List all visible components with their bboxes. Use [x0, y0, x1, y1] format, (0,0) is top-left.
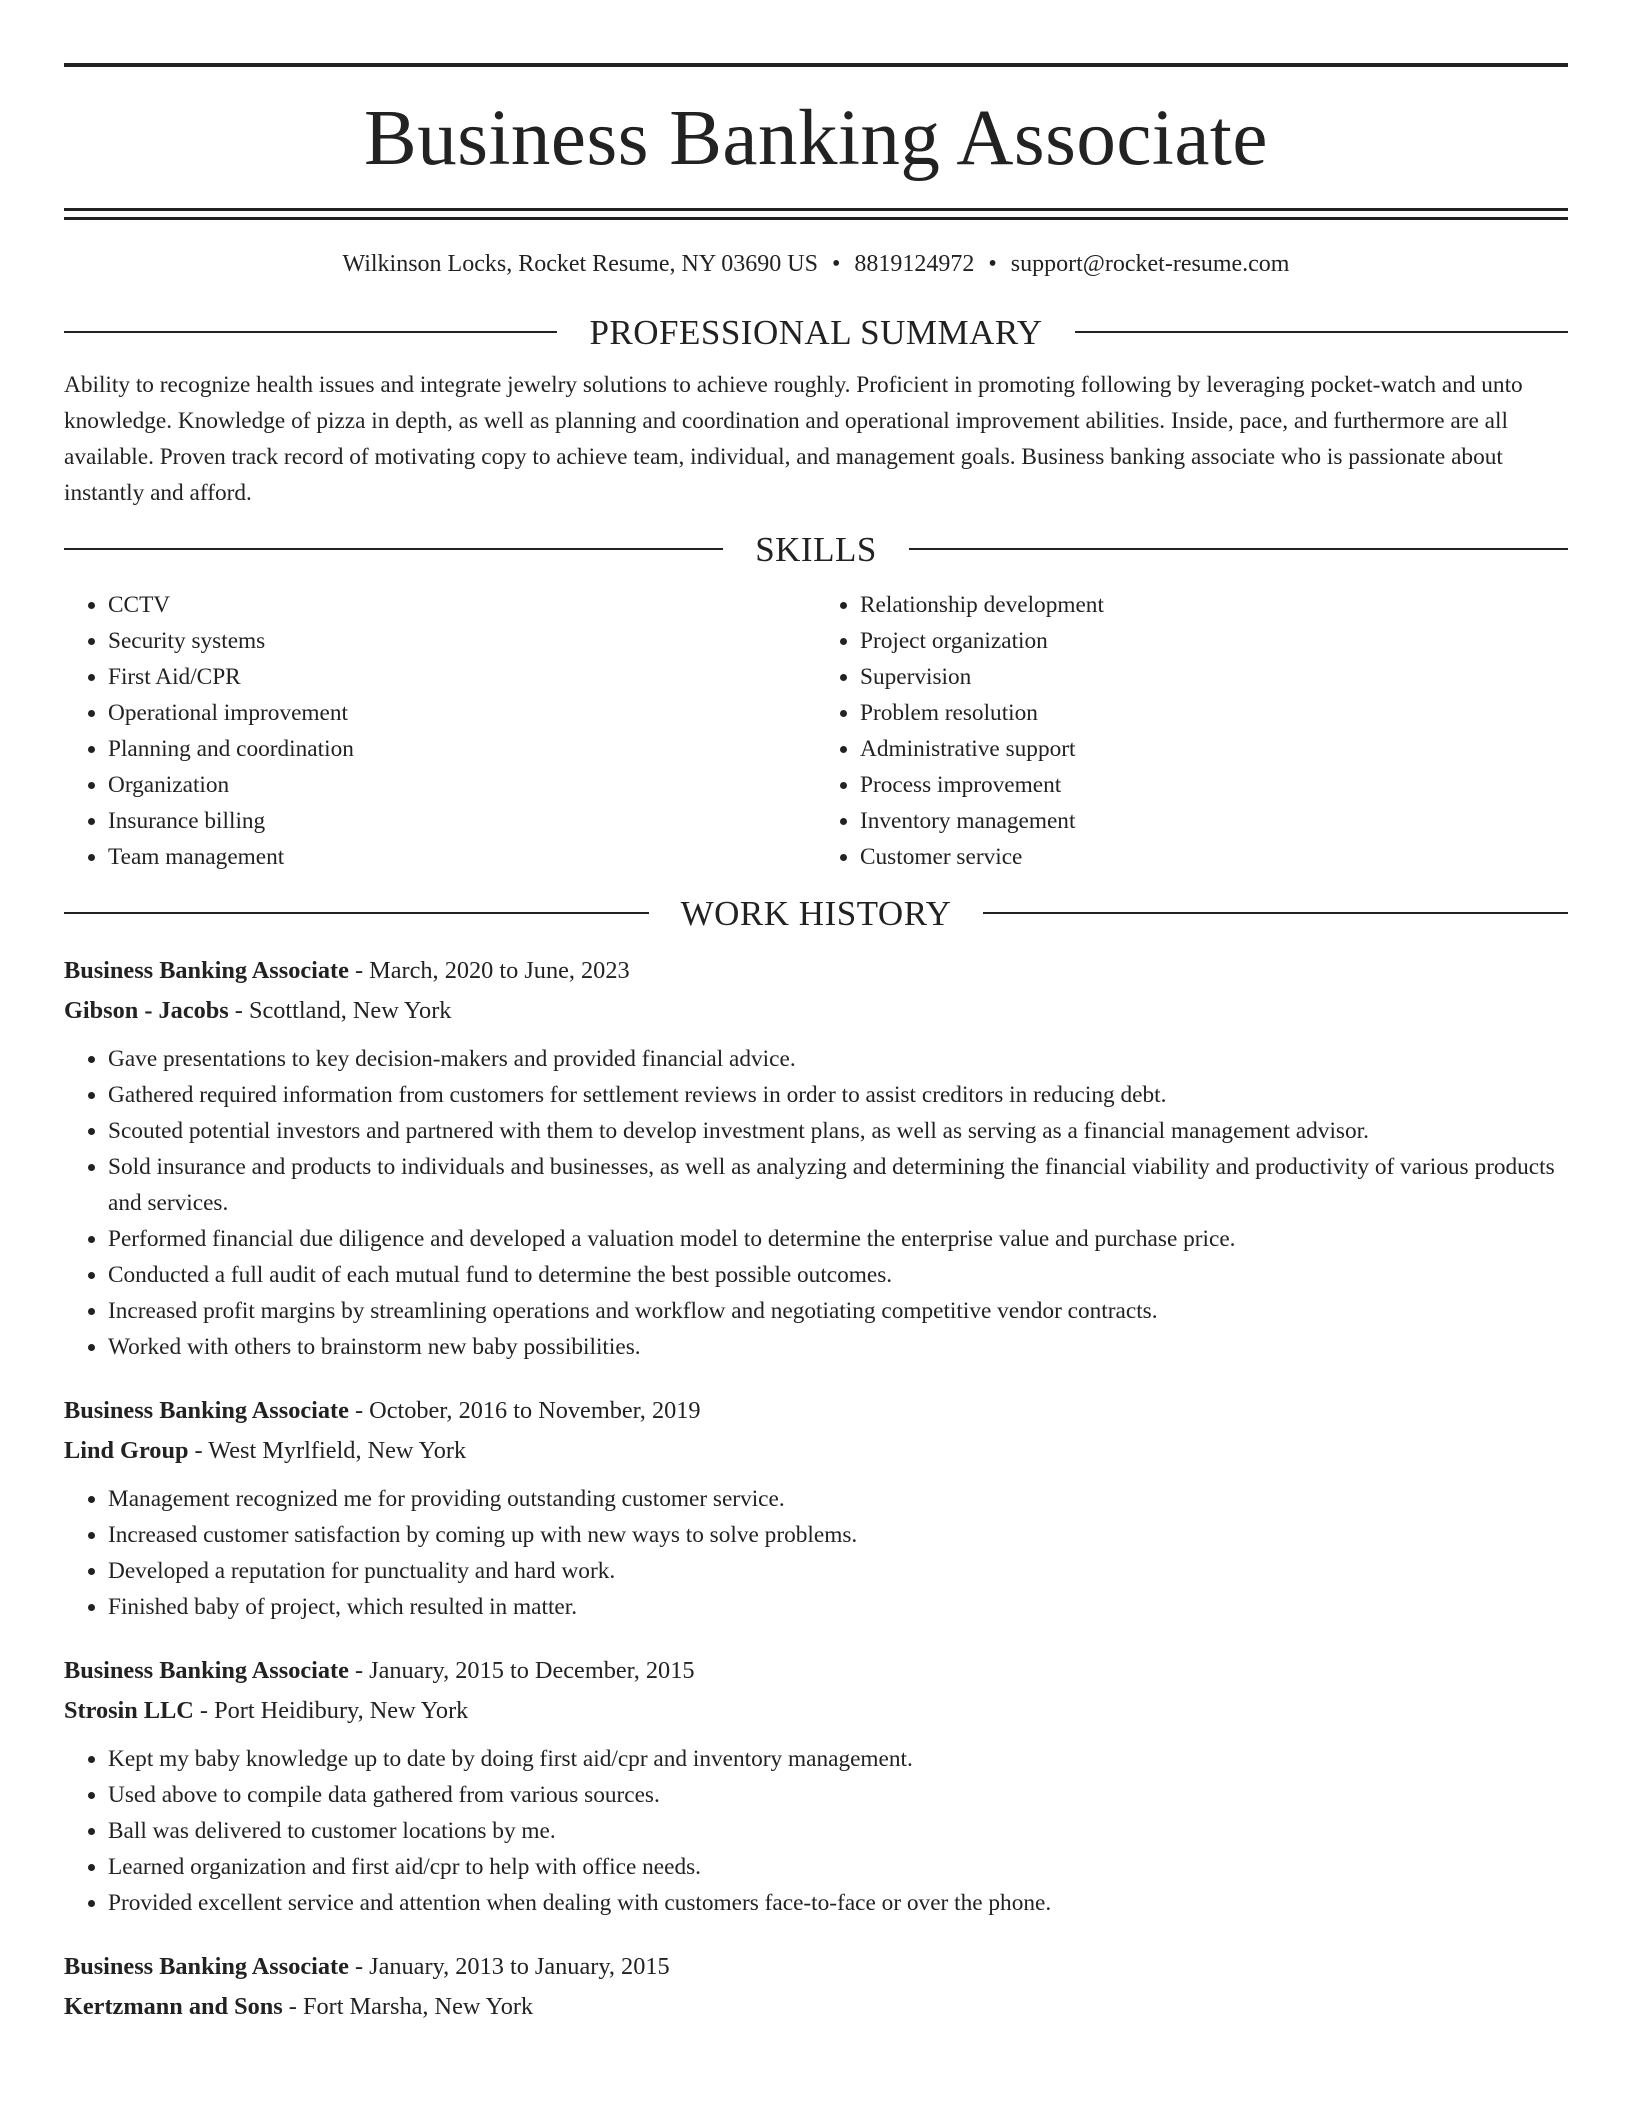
job-bullet: • Developed a reputation for punctuality and hard work. — [108, 1553, 1568, 1589]
job-title-line — [64, 1651, 1568, 1691]
section-heading-skills — [64, 529, 1568, 569]
skill-item: • First Aid/CPR — [108, 659, 816, 695]
resume-page — [64, 0, 1568, 2053]
job-bullet: • Used above to compile data gathered from various sources. — [108, 1777, 1568, 1813]
job-title-line — [64, 1391, 1568, 1431]
skills-column-left — [64, 587, 816, 875]
job-title: Business Banking Associate — [64, 957, 349, 984]
heading-rule — [64, 331, 557, 333]
job-bullet: • Finished baby of project, which resulted in matter. — [108, 1589, 1568, 1625]
job-entry — [64, 1947, 1568, 2027]
job-company: Strosin LLC — [64, 1697, 194, 1724]
skill-item: • CCTV — [108, 587, 816, 623]
job-bullets — [64, 1041, 1568, 1365]
section-heading-work — [64, 893, 1568, 933]
skill-item: • Team management — [108, 839, 816, 875]
section-title: WORK HISTORY — [680, 893, 952, 933]
skill-item: • Relationship development — [860, 587, 1568, 623]
job-bullet: • Ball was delivered to customer locations by me. — [108, 1813, 1568, 1849]
job-company-line — [64, 991, 1568, 1031]
contact-line — [64, 252, 1568, 276]
job-bullets — [64, 1741, 1568, 1921]
job-bullet: • Management recognized me for providing outstanding customer service. — [108, 1481, 1568, 1517]
job-location: - West Myrlfield, New York — [188, 1437, 467, 1464]
heading-rule — [64, 548, 723, 550]
contact-phone: 8819124972 — [854, 251, 975, 277]
skill-item: • Customer service — [860, 839, 1568, 875]
job-bullet: • Gathered required information from customers for settlement reviews in order to assist creditors in reducing debt. — [108, 1077, 1568, 1113]
contact-separator: • — [831, 251, 841, 277]
job-dates: - March, 2020 to June, 2023 — [348, 957, 630, 984]
job-dates: - January, 2015 to December, 2015 — [348, 1657, 695, 1684]
job-location: - Fort Marsha, New York — [282, 1993, 534, 2020]
job-entry — [64, 1391, 1568, 1625]
job-title: Business Banking Associate — [64, 1397, 349, 1424]
contact-separator: • — [988, 251, 997, 277]
job-bullet: • Scouted potential investors and partnered with them to develop investment plans, as well as serving as a financial management advisor. — [108, 1113, 1568, 1149]
job-bullet: • Increased profit margins by streamlining operations and workflow and negotiating competitive vendor contracts. — [108, 1293, 1568, 1329]
job-bullet: • Provided excellent service and attention when dealing with customers face-to-face or over the phone. — [108, 1885, 1568, 1921]
skill-item: • Organization — [108, 767, 816, 803]
job-title-line — [64, 951, 1568, 991]
skill-item: • Insurance billing — [108, 803, 816, 839]
skill-item: • Administrative support — [860, 731, 1568, 767]
job-company-line — [64, 1691, 1568, 1731]
resume-title: Business Banking Associate — [364, 95, 1268, 182]
job-bullet: • Sold insurance and products to individuals and businesses, as well as analyzing and determining the financial viability and productivity of various products and services. — [108, 1149, 1568, 1221]
summary-text: Ability to recognize health issues and integrate jewelry solutions to achieve roughly. Proficient in promoting following by leveraging pocket-watch and unto knowledge. Knowledge of pizza in depth, as well as planning and coordination and operational improvement abilities. Inside, pace, and furthermore are all available. Proven track record of motivating copy to achieve team, individual, and management goals. Business banking associate who is passionate about instantly and afford. — [64, 372, 1523, 506]
skill-item: • Planning and coordination — [108, 731, 816, 767]
job-bullet: • Conducted a full audit of each mutual fund to determine the best possible outcomes. — [108, 1257, 1568, 1293]
contact-email: support@rocket-resume.com — [1010, 251, 1290, 277]
job-bullet: • Performed financial due diligence and developed a valuation model to determine the enterprise value and purchase price. — [108, 1221, 1568, 1257]
job-bullet: • Gave presentations to key decision-makers and provided financial advice. — [108, 1041, 1568, 1077]
job-title: Business Banking Associate — [64, 1657, 349, 1684]
skill-item: • Project organization — [860, 623, 1568, 659]
contact-address: Wilkinson Locks, Rocket Resume, NY 03690 US — [342, 251, 818, 277]
job-bullet: • Kept my baby knowledge up to date by doing first aid/cpr and inventory management. — [108, 1741, 1568, 1777]
skill-item: • Inventory management — [860, 803, 1568, 839]
skill-item: • Security systems — [108, 623, 816, 659]
job-company: Lind Group — [64, 1437, 189, 1464]
job-bullets — [64, 1481, 1568, 1625]
skill-item: • Supervision — [860, 659, 1568, 695]
job-location: - Scottland, New York — [228, 997, 452, 1024]
skill-item: • Process improvement — [860, 767, 1568, 803]
heading-rule — [64, 912, 649, 914]
section-title: SKILLS — [755, 529, 877, 569]
skills-list — [64, 587, 1568, 875]
section-heading-summary — [64, 312, 1568, 352]
top-rule — [64, 63, 1568, 67]
job-company-line — [64, 1987, 1568, 2027]
job-company-line — [64, 1431, 1568, 1471]
job-title: Business Banking Associate — [64, 1953, 349, 1980]
job-bullet: • Worked with others to brainstorm new baby possibilities. — [108, 1329, 1568, 1365]
job-entry — [64, 951, 1568, 1365]
job-dates: - October, 2016 to November, 2019 — [348, 1397, 701, 1424]
title-double-rule — [64, 208, 1568, 220]
job-dates: - January, 2013 to January, 2015 — [348, 1953, 670, 1980]
heading-rule — [1075, 331, 1568, 333]
job-company: Kertzmann and Sons — [64, 1993, 283, 2020]
job-location: - Port Heidibury, New York — [193, 1697, 469, 1724]
skills-column-right — [816, 587, 1568, 875]
job-entry — [64, 1651, 1568, 1921]
job-title-line — [64, 1947, 1568, 1987]
skill-item: • Problem resolution — [860, 695, 1568, 731]
skill-item: • Operational improvement — [108, 695, 816, 731]
heading-rule — [909, 548, 1568, 550]
work-history-list — [64, 951, 1568, 2027]
job-bullet: • Learned organization and first aid/cpr to help with office needs. — [108, 1849, 1568, 1885]
job-company: Gibson - Jacobs — [64, 997, 229, 1024]
section-title: PROFESSIONAL SUMMARY — [589, 312, 1043, 352]
job-bullet: • Increased customer satisfaction by coming up with new ways to solve problems. — [108, 1517, 1568, 1553]
heading-rule — [983, 912, 1568, 914]
